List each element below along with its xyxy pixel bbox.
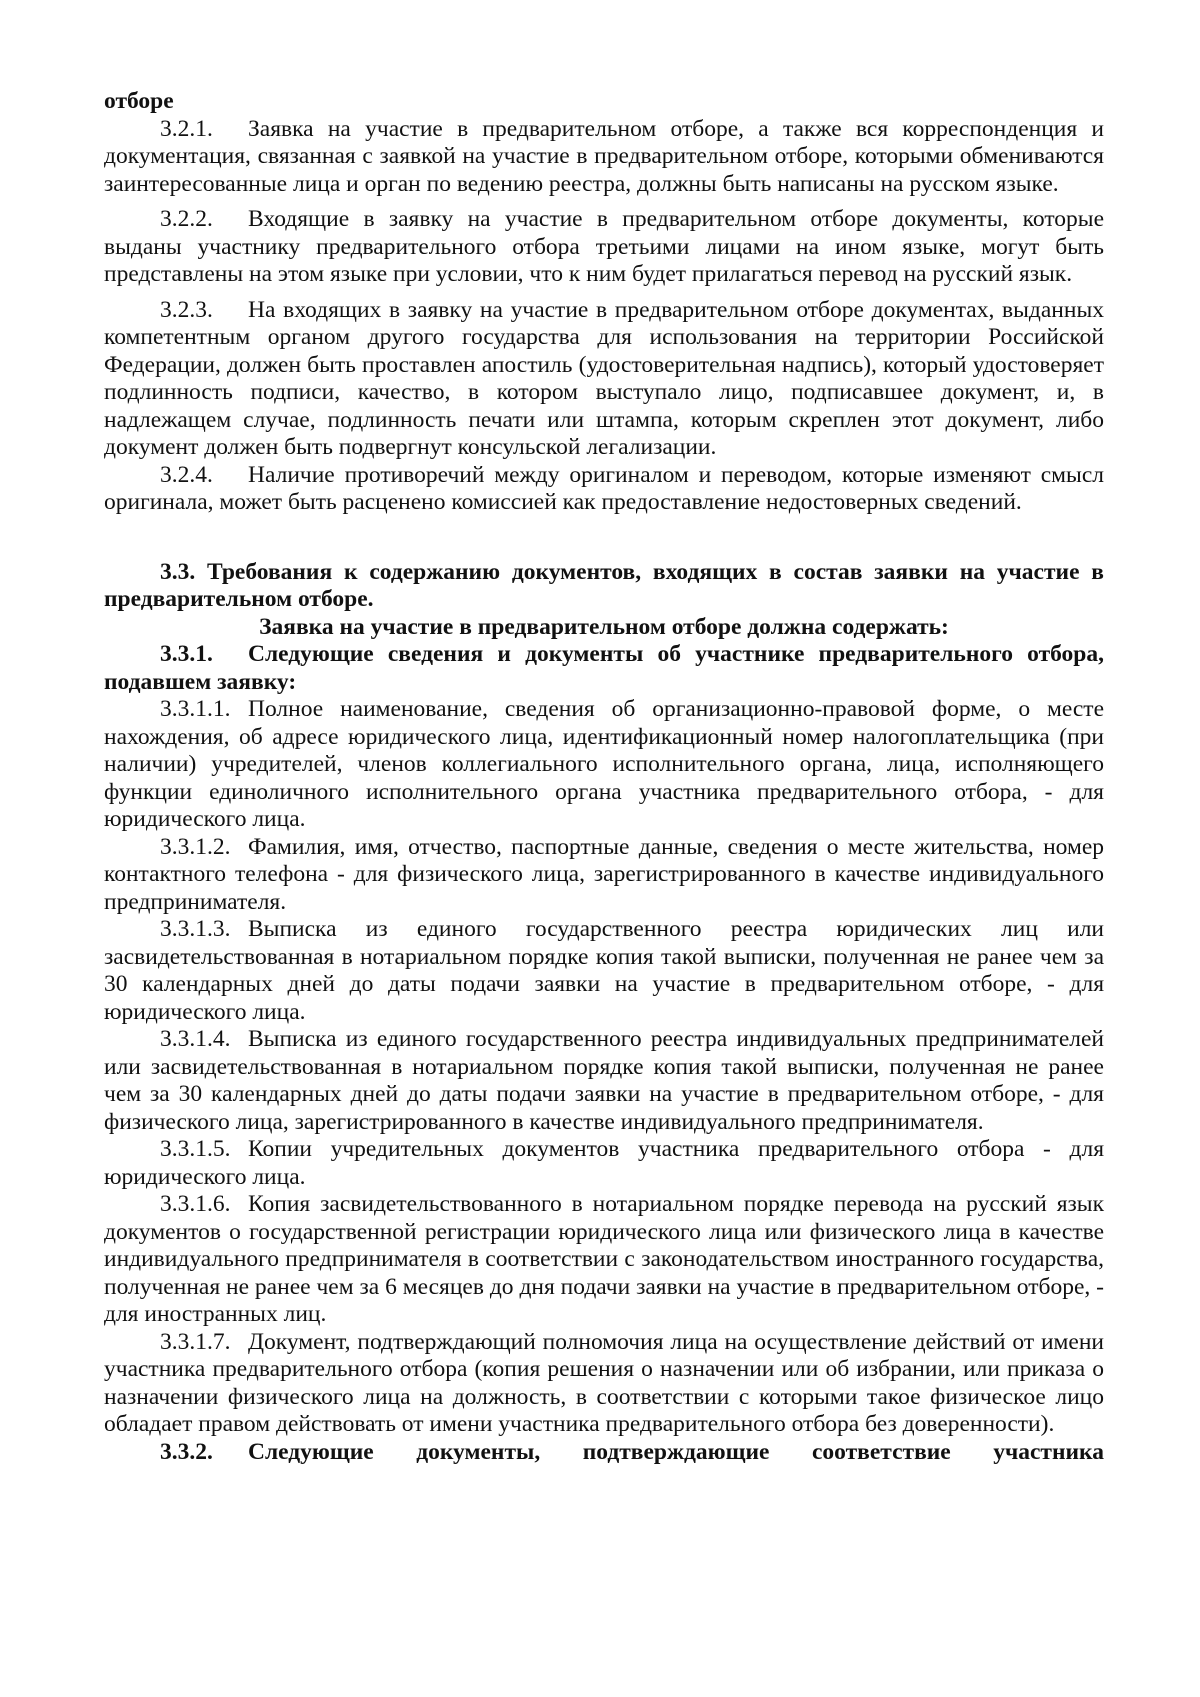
paragraph-number: 3.2.2. — [160, 206, 213, 232]
paragraph-3-2-4 — [104, 462, 1104, 517]
paragraph-number: 3.2.4. — [160, 461, 213, 488]
item-number: 3.3.1.3. — [160, 916, 231, 942]
item-3-3-1-1 — [104, 696, 1104, 834]
item-number: 3.3.1.4. — [160, 1026, 231, 1052]
paragraph-text: На входящих в заявку на участие в предварительном отборе документах, выданных компетентным органом другого государства для использования на территории Российской Федерации, должен быть проставлен апостиль (удостоверительная надпись), который удостоверяет подлинность подписи, качество, в котором выступало лицо, подписавшее документ, и, в надлежащем случае, подлинность печати или штампа, которым скреплен этот документ, либо документ должен быть подвергнут консульской легализации. — [104, 296, 1104, 460]
paragraph-text: Входящие в заявку на участие в предварительном отборе документы, которые выданы участнику предварительного отбора третьими лицами на ином языке, могут быть представлены на этом языке при условии, что к ним будет прилагаться перевод на русский язык. — [104, 206, 1104, 287]
item-3-3-2 — [104, 1439, 1104, 1467]
item-text: Следующие сведения и документы об участнике предварительного отбора, подавшем заявку: — [104, 641, 1104, 695]
item-text: Фамилия, имя, отчество, паспортные данные, сведения о месте жительства, номер контактного телефона - для физического лица, зарегистрированного в качестве индивидуального предпринимателя. — [104, 833, 1104, 915]
item-3-3-1-4 — [104, 1026, 1104, 1136]
item-3-3-1-6 — [104, 1191, 1104, 1329]
item-number: 3.3.1.2. — [160, 833, 231, 860]
item-text: Полное наименование, сведения об организационно-правовой форме, о месте нахождения, об адресе юридического лица, идентификационный номер налогоплательщика (при наличии) учредителей, членов коллегиального исполнительного органа, лица, исполняющего функции единоличного исполнительного органа участника предварительного отбора, - для юридического лица. — [104, 696, 1104, 832]
item-3-3-1 — [104, 641, 1104, 696]
item-3-3-1-2 — [104, 834, 1104, 917]
section-heading-continued: отборе — [104, 88, 174, 114]
paragraph-number: 3.2.3. — [160, 296, 213, 323]
item-text: Копия засвидетельствованного в нотариальном порядке перевода на русский язык документов о государственной регистрации юридического лица или физического лица в качестве индивидуального предпринимателя в соответствии с законодательством иностранного государства, полученная не ранее чем за 6 месяцев до дня подачи заявки на участие в предварительном отборе, - для иностранных лиц. — [104, 1191, 1104, 1327]
item-number: 3.3.2. — [160, 1438, 213, 1465]
paragraph-number: 3.2.1. — [160, 115, 213, 142]
document-page — [104, 88, 1104, 1466]
item-3-3-1-3 — [104, 916, 1104, 1026]
item-number: 3.3.1. — [160, 641, 213, 667]
item-3-3-1-7 — [104, 1329, 1104, 1439]
item-text: Документ, подтверждающий полномочия лица на осуществление действий от имени участника предварительного отбора (копия решения о назначении или об избрании, или приказа о назначении физического лица на должность, в соответствии с которыми такое физическое лицо обладает правом действовать от имени участника предварительного отбора без доверенности). — [104, 1328, 1104, 1437]
paragraph-text: Заявка на участие в предварительном отборе, а также вся корреспонденция и документация, связанная с заявкой на участие в предварительном отборе, которыми обмениваются заинтересованные лица и орган по ведению реестра, должны быть написаны на русском языке. — [104, 115, 1104, 197]
item-3-3-1-5 — [104, 1136, 1104, 1191]
item-number: 3.3.1.6. — [160, 1191, 231, 1217]
paragraph-3-2-3 — [104, 297, 1104, 462]
paragraph-text: Наличие противоречий между оригиналом и переводом, которые изменяют смысл оригинала, может быть расценено комиссией как предоставление недостоверных сведений. — [104, 461, 1104, 515]
item-text: Копии учредительных документов участника предварительного отбора - для юридического лица. — [104, 1136, 1104, 1190]
item-text: Следующие документы, подтверждающие соответствие участника — [248, 1438, 1104, 1465]
section-3-3-subtitle: Заявка на участие в предварительном отборе должна содержать: — [259, 613, 949, 640]
item-text: Выписка из единого государственного реестра юридических лиц или засвидетельствованная в нотариальном порядке копия такой выписки, полученная не ранее чем за 30 календарных дней до даты подачи заявки на участие в предварительном отборе, - для юридического лица. — [104, 916, 1104, 1025]
item-number: 3.3.1.5. — [160, 1136, 231, 1162]
item-number: 3.3.1.1. — [160, 696, 231, 722]
paragraph-3-2-1 — [104, 116, 1104, 199]
paragraph-3-2-2 — [104, 206, 1104, 289]
item-text: Выписка из единого государственного реестра индивидуальных предпринимателей или засвидетельствованная в нотариальном порядке копия такой выписки, полученная не ранее чем за 30 календарных дней до даты подачи заявки на участие в предварительном отборе, - для физического лица, зарегистрированного в качестве индивидуального предпринимателя. — [104, 1026, 1104, 1135]
section-3-3-title: 3.3. Требования к содержанию документов, входящих в состав заявки на участие в предварительном отборе. — [104, 558, 1104, 612]
item-number: 3.3.1.7. — [160, 1328, 231, 1355]
